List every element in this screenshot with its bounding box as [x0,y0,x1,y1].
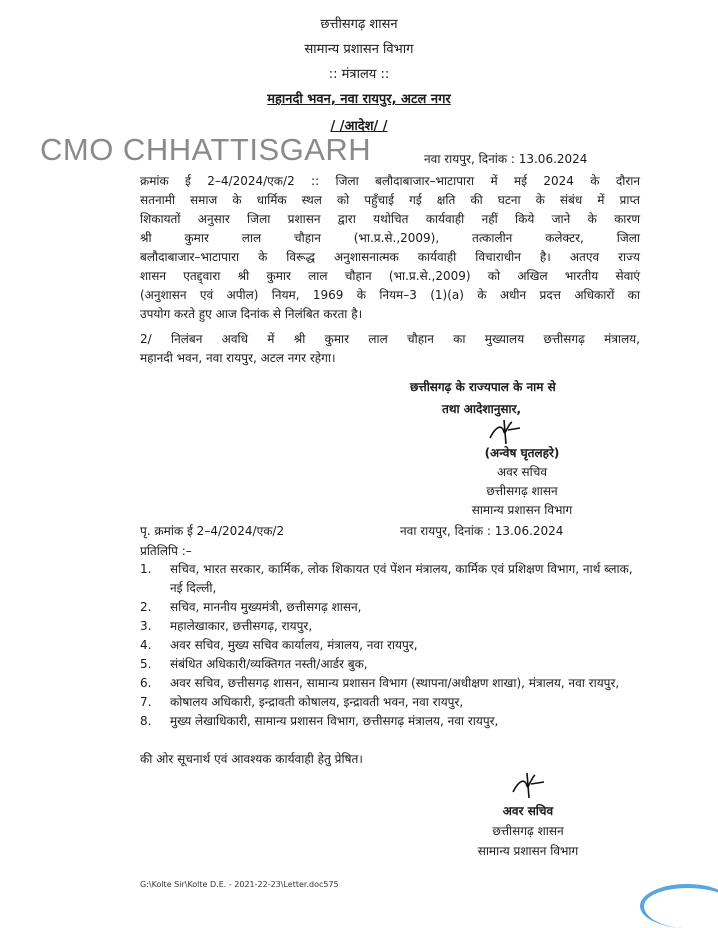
header-govt: छत्तीसगढ़ शासन [320,17,398,32]
list-item: 1. सचिव, भारत सरकार, कार्मिक, लोक शिकायत एवं पेंशन मंत्रालय, कार्मिक एवं प्रशिक्षण विभाग, नार्थ ब्लाक, नई दिल्ली, [140,562,633,595]
governor-line-2: तथा आदेशानुसार, [442,402,522,416]
header-address: महानदी भवन, नवा रायपुर, अटल नगर [267,92,451,107]
signature-1 [486,418,526,446]
order-line: बलौदाबाजार–भाटापारा के विरूद्ध अनुशासनात्मक कार्यवाही विचाराधीन है। अतएव राज्य [140,250,640,264]
footer-file-path: G:\Kolte Sir\Kolte D.E. - 2021-22-23\Letter.doc575 [140,880,339,889]
list-item: 6. अवर सचिव, छत्तीसगढ़ शासन, सामान्य प्रशासन विभाग (स्थापना/अधीक्षण शाखा), मंत्रालय, नवा रायपुर, [140,676,620,690]
list-item: 5. संबंधित अधिकारी/व्यक्तिगत नस्ती/आर्डर बुक, [140,657,368,671]
copy-place-date: नवा रायपुर, दिनांक : 13.06.2024 [400,524,564,538]
place-date: नवा रायपुर, दिनांक : 13.06.2024 [424,152,588,166]
signatory-designation: अवर सचिव [496,465,548,479]
copy-list [140,560,640,731]
order-line: (अनुशासन एवं अपील) नियम, 1969 के नियम–3 (1)(a) के अधीन प्रदत्त अधिकारों का [140,288,640,302]
order-line: क्रमांक ई 2–4/2024/एक/2 :: जिला बलौदाबाजार–भाटापारा में मई 2024 के दौरान [140,174,640,188]
list-item: 2. सचिव, माननीय मुख्यमंत्री, छत्तीसगढ़ शासन, [140,600,362,614]
header-department: सामान्य प्रशासन विभाग [304,42,414,57]
order-title: / /आदेश/ / [330,119,388,134]
watermark: CMO CHHATTISGARH [40,132,372,167]
signature-2 [508,770,550,800]
copy-reference: पृ. क्रमांक ई 2–4/2024/एक/2 [140,524,285,538]
list-item: 4. अवर सचिव, मुख्य सचिव कार्यालय, मंत्रालय, नवा रायपुर, [140,638,418,652]
paragraph-2 [140,330,640,368]
order-line: श्री कुमार लाल चौहान (भा.प्र.से.,2009), तत्कालीन कलेक्टर, जिला [140,231,640,245]
signatory2-dept: सामान्य प्रशासन विभाग [477,844,579,858]
para2-line: 2/ निलंबन अवधि में श्री कुमार लाल चौहान का मुख्यालय छत्तीसगढ़ मंत्रालय, [140,332,640,346]
order-paragraph [140,172,640,324]
list-item: 8. मुख्य लेखाधिकारी, सामान्य प्रशासन विभाग, छत्तीसगढ़ मंत्रालय, नवा रायपुर, [140,714,499,728]
signatory2-designation: अवर सचिव [502,804,554,818]
copy-closing: की ओर सूचनार्थ एवं आवश्यक कार्यवाही हेतु प्रेषित। [140,752,363,766]
list-item: 3. महालेखाकार, छत्तीसगढ़, रायपुर, [140,619,313,633]
copy-heading: प्रतिलिपि :– [140,544,192,558]
order-line: शिकायतों अनुसार जिला प्रशासन द्वारा यथोचित कार्यवाही नहीं किये जाने के कारण [140,212,640,226]
signatory-name: (अन्वेष घृतलहरे) [484,446,560,460]
order-line: उपयोग करते हुए आज दिनांक से निलंबित करता है। [140,307,363,321]
para2-line: महानदी भवन, नवा रायपुर, अटल नगर रहेगा। [140,351,336,365]
governor-line-1: छत्तीसगढ़ के राज्यपाल के नाम से [410,380,556,394]
order-line: सतनामी समाज के धार्मिक स्थल को पहुँचाई गई क्षति की घटना के संबंध में प्राप्त [140,193,640,207]
header-ministry: :: मंत्रालय :: [328,67,390,82]
list-item: 7. कोषालय अधिकारी, इन्द्रावती कोषालय, इन्द्रावती भवन, नवा रायपुर, [140,695,464,709]
signatory-govt: छत्तीसगढ़ शासन [486,484,558,498]
corner-logo-fragment [640,884,718,928]
order-line: शासन एतद्द्वारा श्री कुमार लाल चौहान (भा.प्र.से.,2009) को अखिल भारतीय सेवाएं [140,269,640,283]
signatory2-govt: छत्तीसगढ़ शासन [492,824,564,838]
signatory-dept: सामान्य प्रशासन विभाग [471,503,573,517]
